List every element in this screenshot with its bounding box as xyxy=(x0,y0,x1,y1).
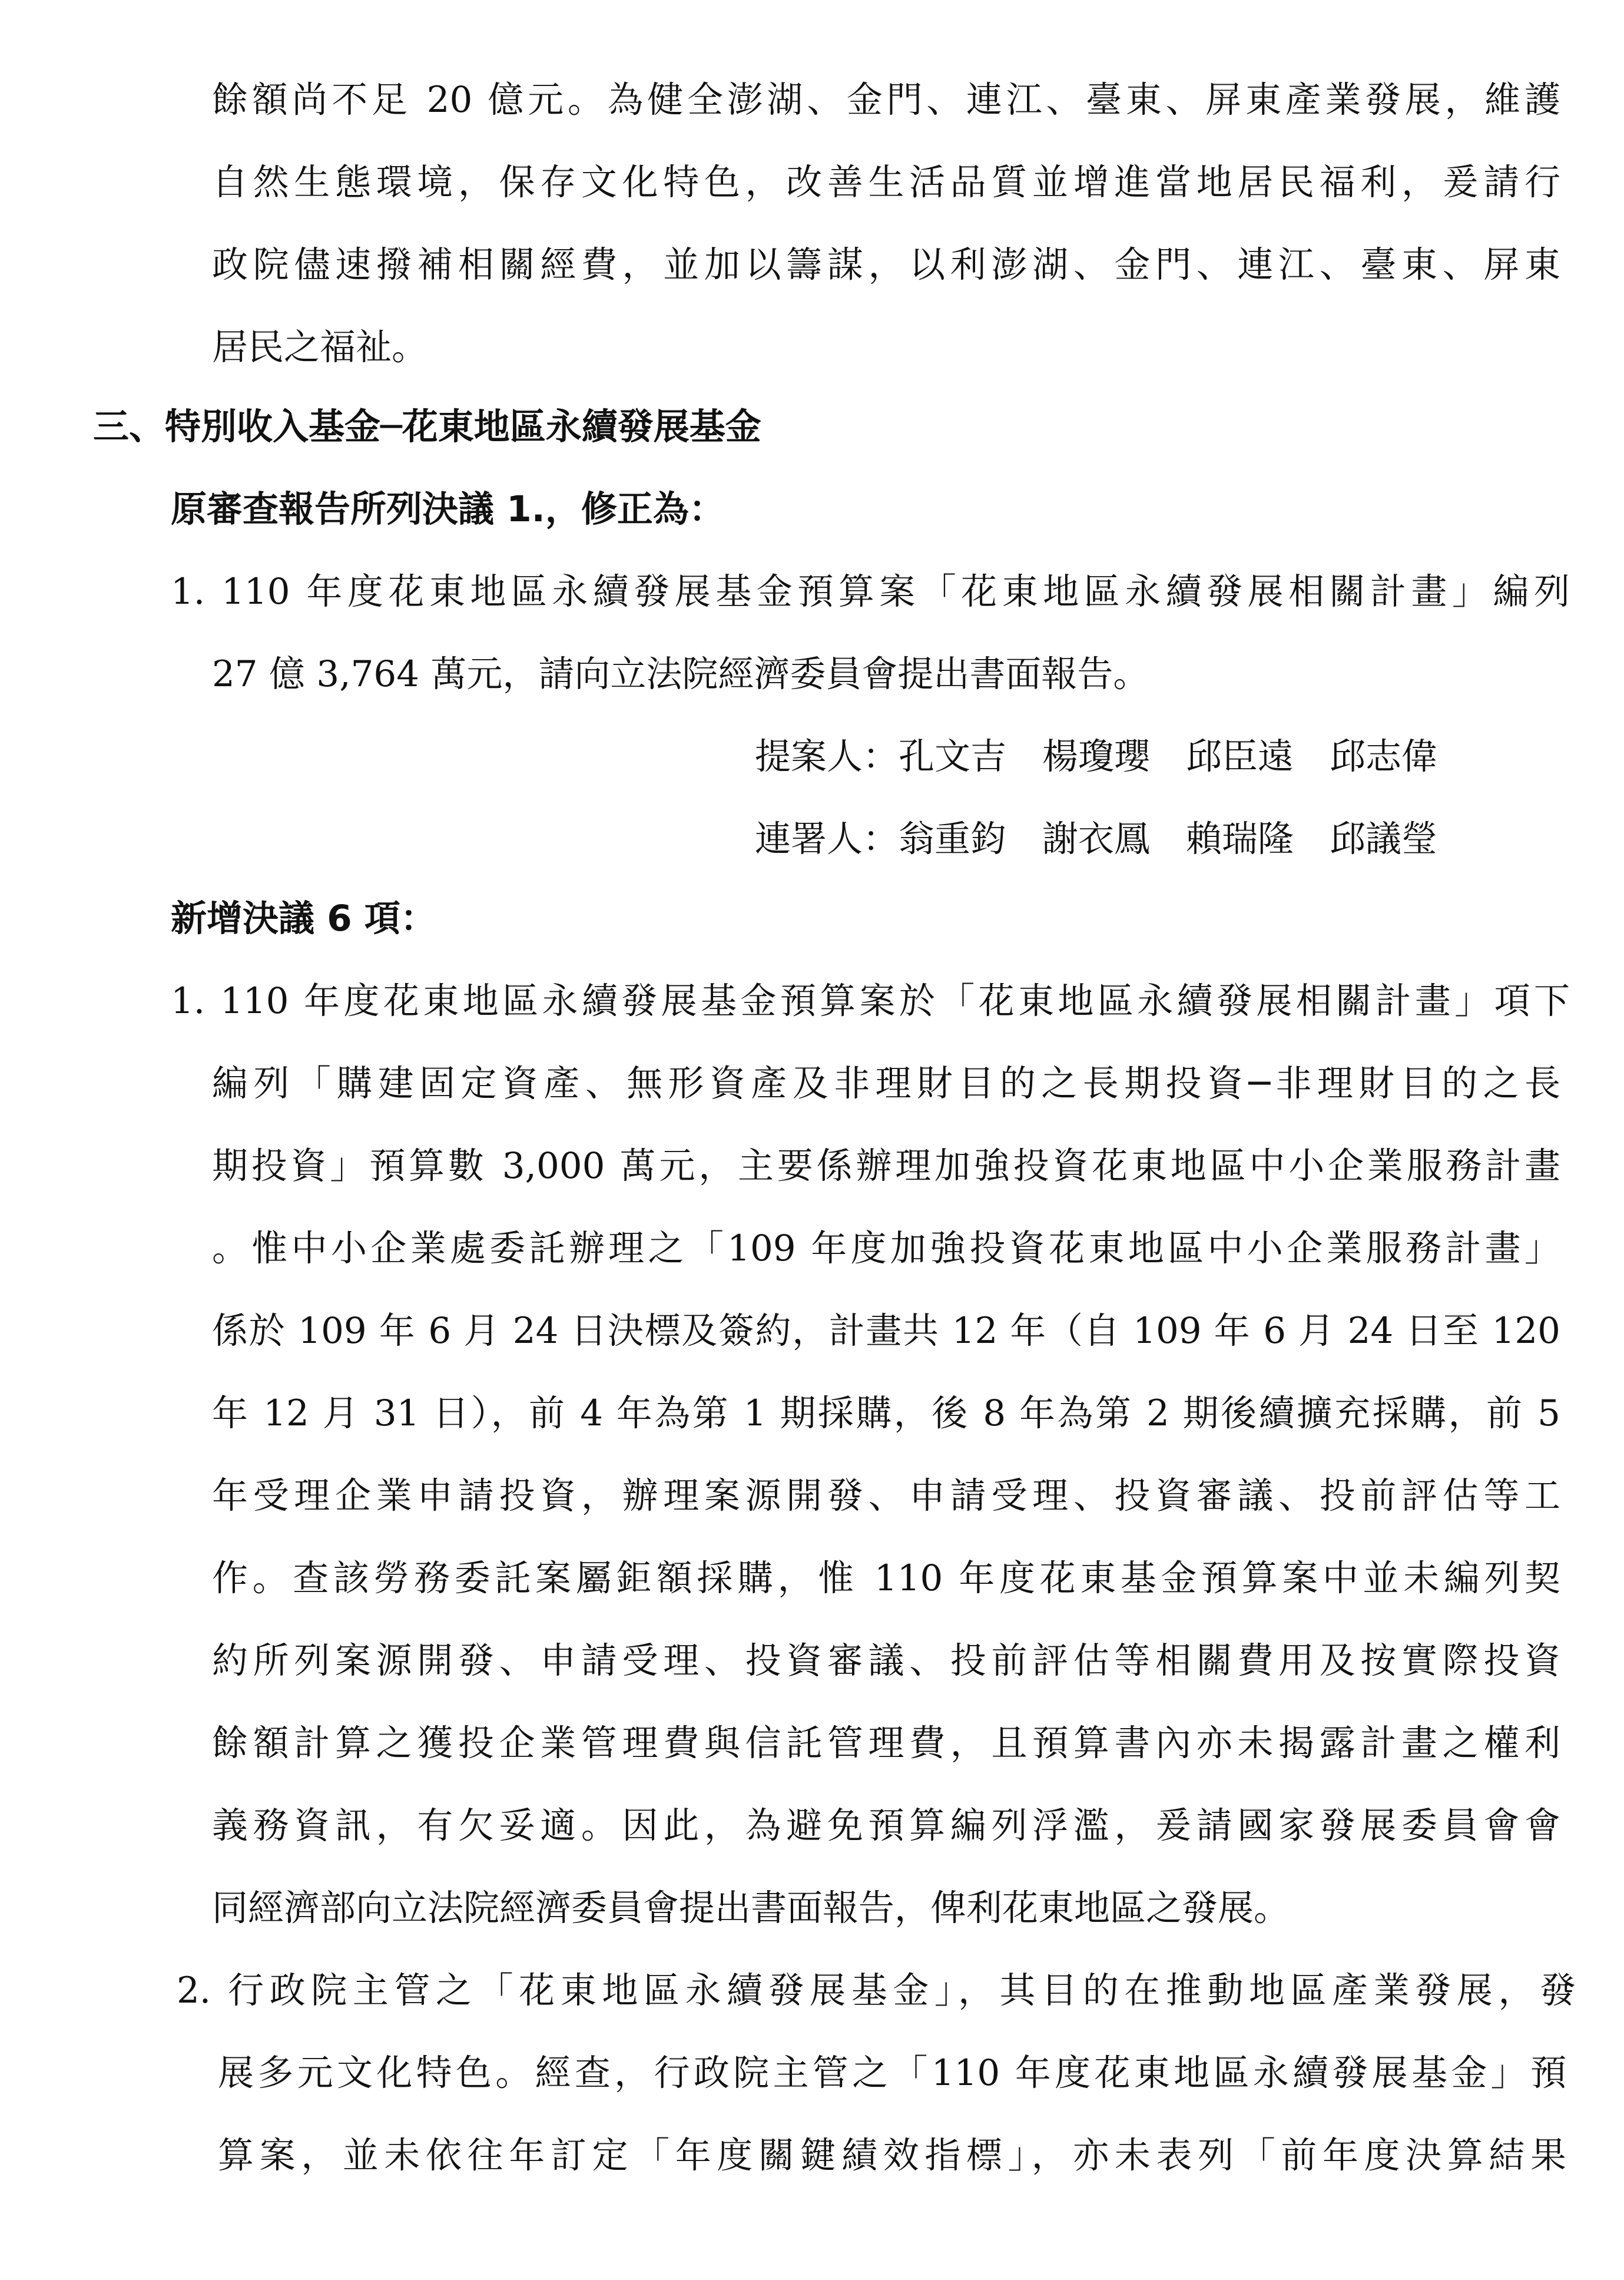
new-item-1-line-2: 編列「購建固定資產、無形資產及非理財目的之長期投資─非理財目的之長 xyxy=(212,1063,1560,1104)
new-item-1-line-10: 餘額計算之獲投企業管理費與信託管理費，且預算書內亦未揭露計畫之權利 xyxy=(212,1722,1560,1764)
revision-heading: 原審查報告所列決議 1.，修正為： xyxy=(171,488,725,530)
new-item-1-line-5: 係於 109 年 6 月 24 日決標及簽約，計畫共 12 年（自 109 年 6 月 24 日至 120 xyxy=(212,1310,1560,1352)
new-item-2-line-3: 算案，並未依往年訂定「年度關鍵績效指標」，亦未表列「前年度決算結果 xyxy=(218,2135,1566,2176)
new-item-1-line-11: 義務資訊，有欠妥適。因此，為避免預算編列浮濫，爰請國家發展委員會會 xyxy=(212,1805,1560,1846)
intro-line-4: 居民之福祉。 xyxy=(212,326,428,368)
intro-line-1: 餘額尚不足 20 億元。為健全澎湖、金門、連江、臺東、屏東產業發展，維護 xyxy=(212,79,1560,121)
intro-line-2: 自然生態環境，保存文化特色，改善生活品質並增進當地居民福利，爰請行 xyxy=(212,161,1560,203)
revised-item-1-line-1: 1. 110 年度花東地區永續發展基金預算案「花東地區永續發展相關計畫」編列 xyxy=(171,571,1570,613)
proposers-line: 提案人：孔文吉 楊瓊瓔 邱臣遠 邱志偉 xyxy=(755,736,1438,777)
new-item-1-line-1: 1. 110 年度花東地區永續發展基金預算案於「花東地區永續發展相關計畫」項下 xyxy=(171,980,1570,1022)
new-item-1-line-9: 約所列案源開發、申請受理、投資審議、投前評估等相關費用及按實際投資 xyxy=(212,1640,1560,1682)
new-resolutions-heading: 新增決議 6 項： xyxy=(171,898,436,939)
cosigners-line: 連署人：翁重鈞 謝衣鳳 賴瑞隆 邱議瑩 xyxy=(755,818,1438,860)
new-item-1-line-8: 作。查該勞務委託案屬鉅額採購，惟 110 年度花東基金預算案中並未編列契 xyxy=(212,1557,1560,1599)
revised-item-1-line-2: 27 億 3,764 萬元，請向立法院經濟委員會提出書面報告。 xyxy=(212,653,1149,695)
new-item-1-line-6: 年 12 月 31 日），前 4 年為第 1 期採購，後 8 年為第 2 期後續擴充採購，前 5 xyxy=(212,1392,1560,1434)
intro-line-3: 政院儘速撥補相關經費，並加以籌謀，以利澎湖、金門、連江、臺東、屏東 xyxy=(212,244,1560,286)
new-item-2-line-2: 展多元文化特色。經查，行政院主管之「110 年度花東地區永續發展基金」預 xyxy=(218,2052,1566,2094)
new-item-1-line-12: 同經濟部向立法院經濟委員會提出書面報告，俾利花東地區之發展。 xyxy=(212,1887,1290,1929)
new-item-1-line-3: 期投資」預算數 3,000 萬元，主要係辦理加強投資花東地區中小企業服務計畫 xyxy=(212,1145,1560,1187)
new-item-1-line-4: 。惟中小企業處委託辦理之「109 年度加強投資花東地區中小企業服務計畫」 xyxy=(212,1227,1560,1269)
new-item-2-line-1: 2. 行政院主管之「花東地區永續發展基金」，其目的在推動地區產業發展，發 xyxy=(177,1970,1576,2011)
new-item-1-line-7: 年受理企業申請投資，辦理案源開發、申請受理、投資審議、投前評估等工 xyxy=(212,1475,1560,1517)
section-heading: 三、特別收入基金─花東地區永續發展基金 xyxy=(93,406,761,448)
